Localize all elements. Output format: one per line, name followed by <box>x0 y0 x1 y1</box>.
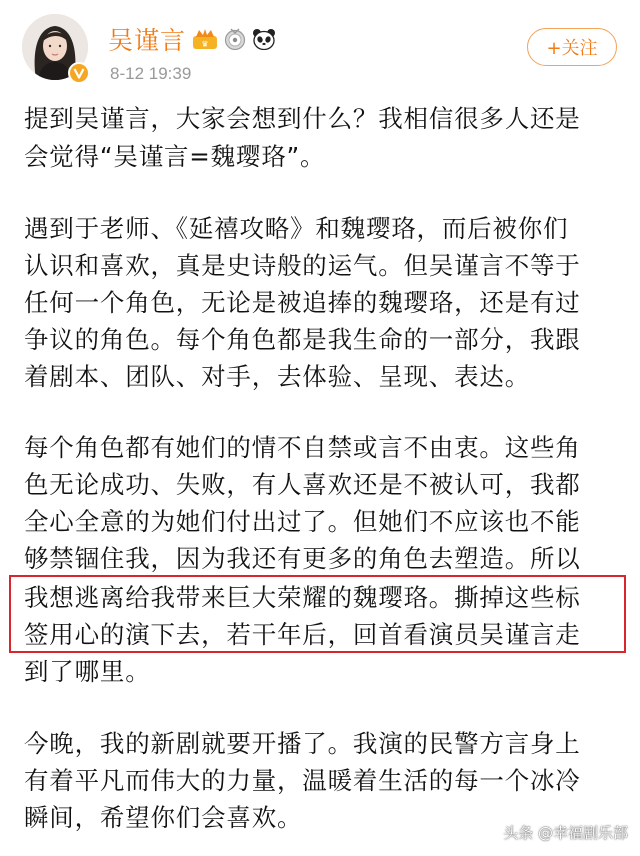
post-text-line: 认识和喜欢，真是史诗般的运气。但吴谨言不等于 <box>24 251 581 280</box>
post-text-line: 提到吴谨言，大家会想到什么？我相信很多人还是 <box>24 104 581 133</box>
post-timestamp: 8-12 19:39 <box>110 64 192 83</box>
post-text-line: 到了哪里。 <box>24 657 151 686</box>
post-text-line: 全心全意的为她们付出过了。但她们不应该也不能 <box>24 507 581 536</box>
post-text-line: 今晚，我的新剧就要开播了。我演的民警方言身上 <box>24 729 581 758</box>
username-row <box>108 26 276 56</box>
post-text-line: 瞬间，希望你们会喜欢。 <box>24 803 303 832</box>
post-header <box>0 0 640 92</box>
highlight-box <box>9 575 626 653</box>
medal-badge-icon[interactable] <box>224 27 246 55</box>
post-text-line: 我想逃离给我带来巨大荣耀的魏璎珞。撕掉这些标 <box>24 583 581 612</box>
crown-badge-icon[interactable] <box>192 28 218 54</box>
post-text-line: 着剧本、团队、对手，去体验、呈现、表达。 <box>24 362 530 391</box>
watermark <box>503 822 628 843</box>
watermark-text: 头条 @幸福剧乐部 <box>503 824 628 842</box>
post-text-line: 争议的角色。每个角色都是我生命的一部分，我跟 <box>24 325 581 354</box>
post-text-line: 色无论成功、失败，有人喜欢还是不被认可，我都 <box>24 470 581 499</box>
post-text-line: 有着平凡而伟大的力量，温暖着生活的每一个冰冷 <box>24 766 581 795</box>
follow-button[interactable]: +关注 <box>527 28 617 66</box>
post-text-line: 会觉得“吴谨言=魏璎珞”。 <box>24 142 326 171</box>
post-text-line: 任何一个角色，无论是被追捧的魏璎珞，还是有过 <box>24 288 581 317</box>
panda-badge-icon[interactable] <box>252 28 276 54</box>
post-text-line: 签用心的演下去，若干年后，回首看演员吴谨言走 <box>24 620 581 649</box>
post-text-line: 每个角色都有她们的情不自禁或言不由衷。这些角 <box>24 433 581 462</box>
verified-v-icon <box>68 62 90 84</box>
post-text-line: 遇到于老师、《延禧攻略》和魏璎珞，而后被你们 <box>24 214 569 243</box>
author-avatar[interactable] <box>22 14 88 80</box>
author-name[interactable]: 吴谨言 <box>108 26 187 55</box>
post-text-line: 够禁锢住我，因为我还有更多的角色去塑造。所以 <box>24 544 581 573</box>
svg-text:♛: ♛ <box>201 39 209 49</box>
